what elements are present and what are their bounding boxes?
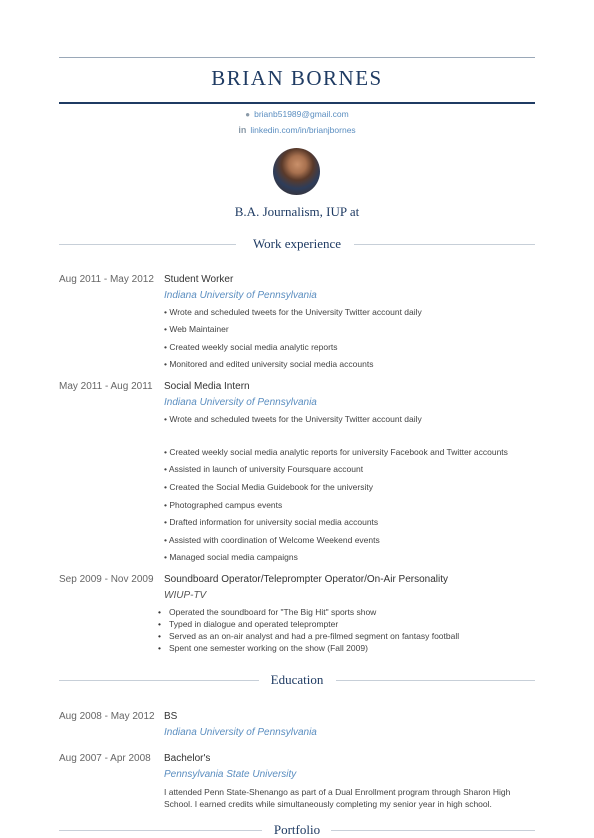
list-item: • Spent one semester working on the show (Fall 2009) <box>169 643 368 653</box>
job-title: Social Media Intern <box>164 381 250 392</box>
job-employer: WIUP-TV <box>164 590 207 601</box>
education-school[interactable]: Pennsylvania State University <box>164 769 297 780</box>
list-item: • Typed in dialogue and operated teleprompter <box>169 619 338 629</box>
list-item: • Served as an on-air analyst and had a pre-filmed segment on fantasy football <box>169 631 459 641</box>
section-title: Work experience <box>252 236 342 251</box>
avatar <box>273 148 320 195</box>
job-bullet: • Created the Social Media Guidebook for the university <box>164 482 373 492</box>
email-link[interactable]: brianb51989@gmail.com <box>254 109 349 119</box>
section-education <box>59 672 535 688</box>
education-date: Aug 2008 - May 2012 <box>59 711 155 722</box>
education-degree: BS <box>164 711 178 722</box>
job-date: May 2011 - Aug 2011 <box>59 381 153 392</box>
linkedin-link[interactable]: linkedin.com/in/brianjbornes <box>250 125 356 135</box>
location-dot-icon: ● <box>245 110 251 119</box>
section-title: Portfolio <box>273 822 321 837</box>
email-contact[interactable] <box>0 109 594 119</box>
job-employer[interactable]: Indiana University of Pennsylvania <box>164 290 317 301</box>
section-work-experience <box>59 236 535 252</box>
linkedin-contact[interactable] <box>0 125 594 135</box>
education-degree: Bachelor's <box>164 753 211 764</box>
headline: B.A. Journalism, IUP at <box>234 204 360 219</box>
job-bullet: • Created weekly social media analytic reports <box>164 342 338 352</box>
job-bullet: • Web Maintainer <box>164 324 229 334</box>
job-bullet: • Created weekly social media analytic reports for university Facebook and Twitter accounts <box>164 447 508 457</box>
job-bullet: • Drafted information for university social media accounts <box>164 517 379 527</box>
linkedin-icon: in <box>238 125 247 135</box>
title-rule <box>59 102 535 104</box>
job-bullet: • Monitored and edited university social media accounts <box>164 359 374 369</box>
job-title: Student Worker <box>164 274 234 285</box>
job-bullet: • Wrote and scheduled tweets for the University Twitter account daily <box>164 414 422 424</box>
job-date: Aug 2011 - May 2012 <box>59 274 154 285</box>
job-bullet: • Assisted with coordination of Welcome Weekend events <box>164 535 380 545</box>
section-portfolio <box>59 822 535 838</box>
job-bullet: • Wrote and scheduled tweets for the University Twitter account daily <box>164 307 422 317</box>
job-bullet: • Photographed campus events <box>164 500 283 510</box>
job-bullet: • Managed social media campaigns <box>164 552 298 562</box>
job-title: Soundboard Operator/Teleprompter Operator/On-Air Personality <box>164 574 449 585</box>
job-employer[interactable]: Indiana University of Pennsylvania <box>164 397 317 408</box>
section-title: Education <box>270 672 324 687</box>
description-line: School. I earned credits while simultaneously completing my senior year in high school. <box>164 799 492 809</box>
resume-name: BRIAN BORNES <box>211 66 383 90</box>
list-item: • Operated the soundboard for "The Big Hit" sports show <box>169 607 376 617</box>
top-rule <box>59 57 535 58</box>
education-school[interactable]: Indiana University of Pennsylvania <box>164 727 317 738</box>
job-date: Sep 2009 - Nov 2009 <box>59 574 154 585</box>
education-date: Aug 2007 - Apr 2008 <box>59 753 151 764</box>
description-line: I attended Penn State-Shenango as part of a Dual Enrollment program through Sharon High <box>164 787 511 797</box>
education-description <box>164 786 524 810</box>
job-bullet: • Assisted in launch of university Foursquare account <box>164 464 364 474</box>
